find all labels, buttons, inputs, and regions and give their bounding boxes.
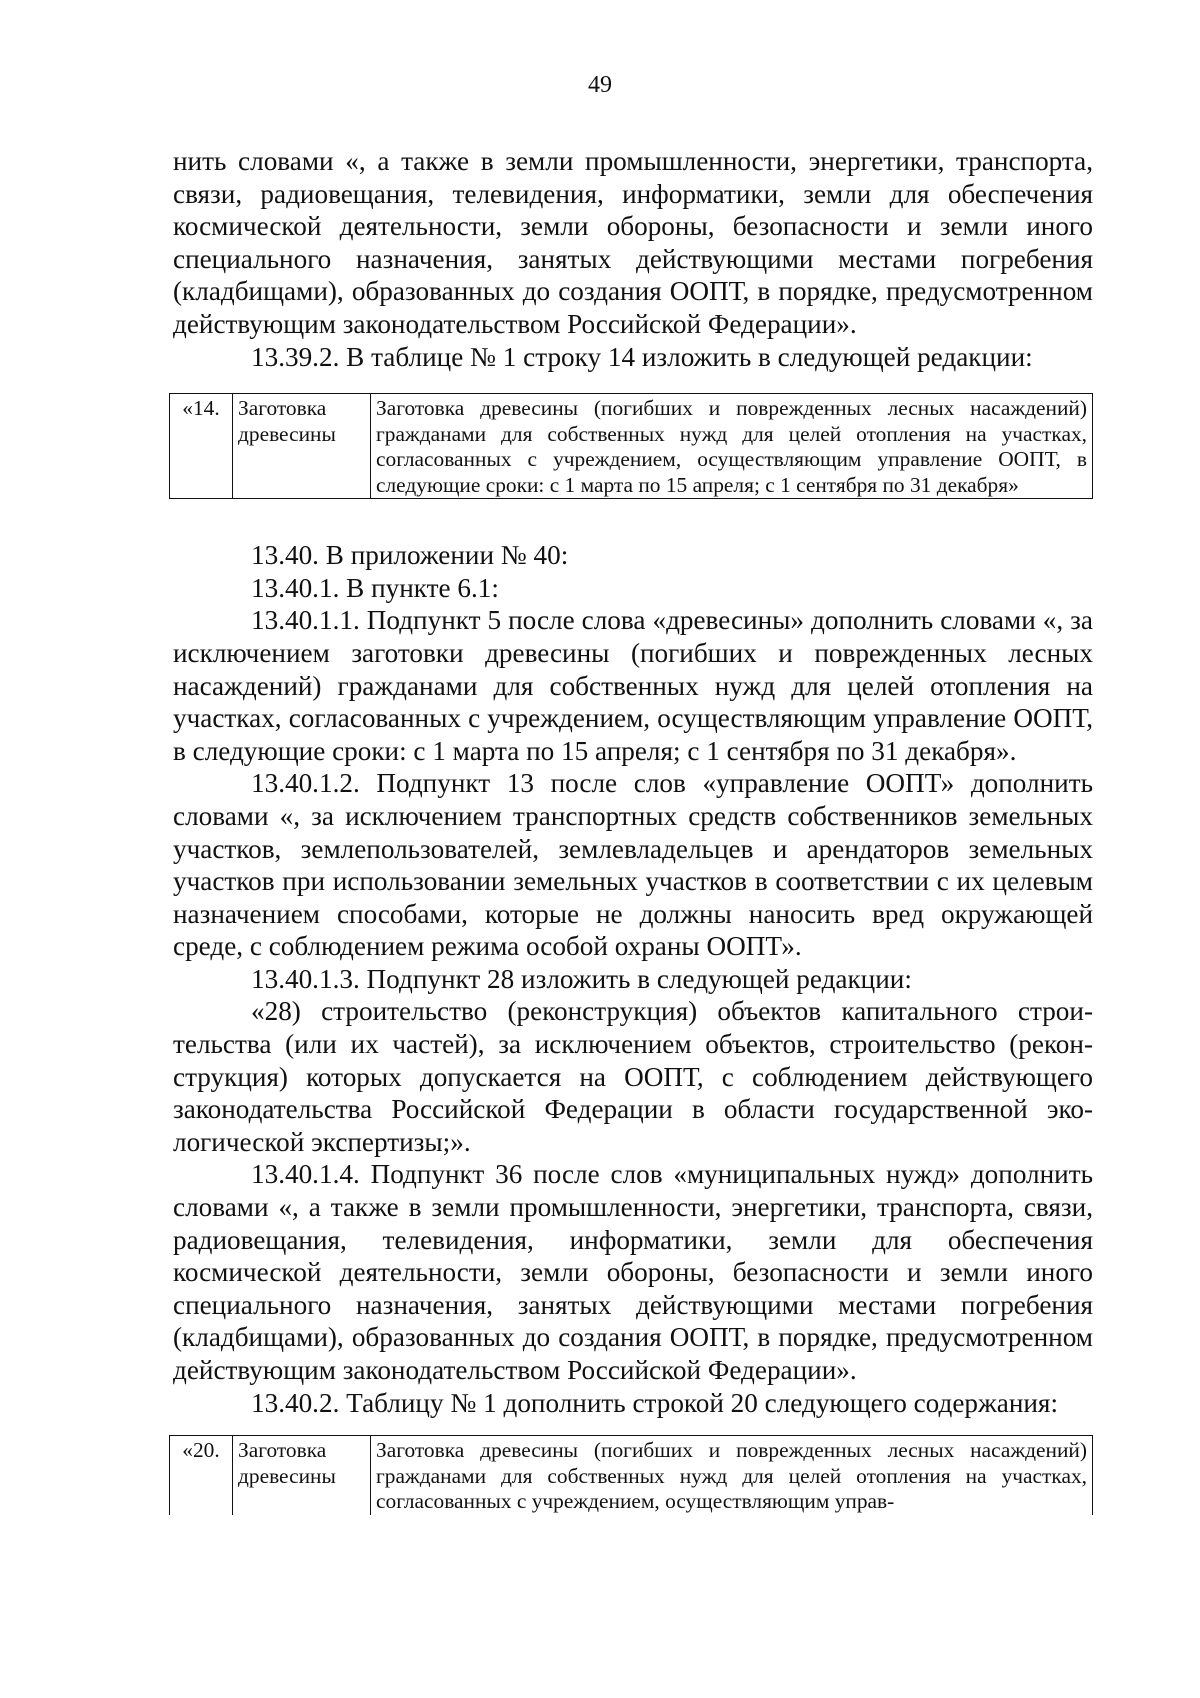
table-row xyxy=(170,1436,1093,1515)
paragraph: 13.40.2. Таблицу № 1 дополнить строкой 20 следующего содержания: xyxy=(251,1387,1058,1418)
paragraph: 13.40.1. В пункте 6.1: xyxy=(251,572,499,603)
row-name: Заготовка древесины xyxy=(233,394,371,499)
row-number: «20. xyxy=(170,1436,233,1515)
paragraph: нить словами «, а также в земли промышленности, энергетики, транспорта, связи, радиовещания, телевидения, информатики, земли для обеспечения космической деятельности, земли обороны, безопасности и земли иного специального назначения, занятых действующими местами погребения (кладбищами), образованных до создания ООПТ, в порядке, предусмотренном действующим законодательством Российской Федерации». xyxy=(173,146,1093,339)
row-description: Заготовка древесины (погибших и поврежденных лесных насаждений) гражданами для собственных нужд для целей отопления на участках, согласованных с учреждением, осуществляющим управ- xyxy=(371,1436,1093,1515)
paragraph-group-a xyxy=(173,145,1093,373)
row-name: Заготовка древесины xyxy=(233,1436,371,1515)
paragraph: 13.40. В приложении № 40: xyxy=(251,540,569,571)
paragraph: 13.40.1.2. Подпункт 13 после слов «управление ООПТ» дополнить словами «, за исключением транспортных средств собственников земельных участков, землепользователей, землевладельцев и арендаторов земельных участков при использовании земельных участков в соответствии с их целевым назначением способами, которые не должны наносить вред окружающей среде, с соблюдением режима особой охраны ООПТ». xyxy=(173,768,1093,962)
document-body xyxy=(173,145,1093,1515)
paragraph: «28) строительство (реконструкция) объектов капитального строительства (или их частей), за исключением объектов, строительство (реконструкция) которых допускается на ООПТ, с соблюдением действующего законодательства Российской Федерации в области государственной экологической экспертизы;». xyxy=(173,996,1093,1157)
paragraph: 13.40.1.3. Подпункт 28 изложить в следующей редакции: xyxy=(251,963,912,994)
table-row xyxy=(170,394,1093,499)
paragraph: 13.39.2. В таблице № 1 строку 14 изложить в следующей редакции: xyxy=(251,341,1033,372)
paragraph: 13.40.1.4. Подпункт 36 после слов «муниципальных нужд» дополнить словами «, а также в земли промышленности, энергетики, транспорта, связи, радиовещания, телевидения, информатики, земли для обеспечения космической деятельности, земли обороны, безопасности и земли иного специального назначения, занятых действующими местами погребения (кладбищами), образованных до создания ООПТ, в порядке, предусмотренном действующим законодательством Российской Федерации». xyxy=(173,1159,1093,1385)
row-description: Заготовка древесины (погибших и поврежденных лесных насаждений) гражданами для собственных нужд для целей отопления на участках, согласованных с учреждением, осуществляющим управление ООПТ, в следующие сроки: с 1 марта по 15 апреля; с 1 сентября по 31 декабря» xyxy=(371,394,1093,499)
paragraph: 13.40.1.1. Подпункт 5 после слова «древесины» дополнить словами «, за исключением заготовки древесины (погибших и поврежденных лесных насаждений) гражданами для собственных нужд для целей отопления на участках, согласованных с учреждением, осуществляющим управление ООПТ, в следующие сроки: с 1 марта по 15 апреля; с 1 сентября по 31 декабря». xyxy=(173,605,1093,766)
row-number: «14. xyxy=(170,394,233,499)
table-row-14 xyxy=(169,393,1093,499)
page-number: 49 xyxy=(588,72,612,98)
table-row-20 xyxy=(169,1435,1093,1515)
paragraph-group-b xyxy=(173,539,1093,1419)
